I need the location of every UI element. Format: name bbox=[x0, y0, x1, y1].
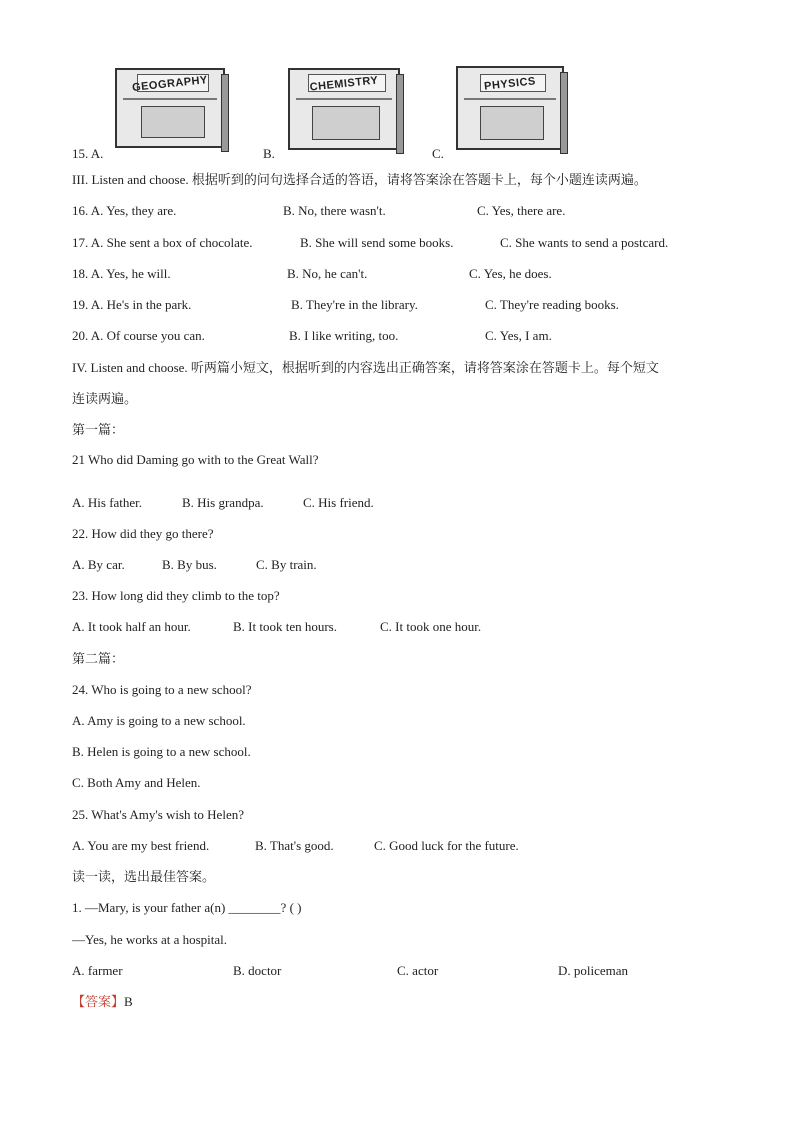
book-spine bbox=[396, 74, 404, 154]
q24-option-b: B. Helen is going to a new school. bbox=[72, 744, 251, 759]
answer-label: 【答案】 bbox=[72, 994, 125, 1009]
geography-book-title: GEOGRAPHY bbox=[131, 74, 209, 94]
q21-option-a: A. His father. bbox=[72, 495, 143, 510]
q15-option-b-label: B. bbox=[263, 146, 275, 161]
reading-heading: 读一读，选出最佳答案。 bbox=[72, 869, 216, 884]
q22-question: 22. How did they go there? bbox=[72, 526, 214, 541]
q23-option-b: B. It took ten hours. bbox=[233, 619, 337, 634]
q25-option-c: C. Good luck for the future. bbox=[374, 838, 519, 853]
part1-label: 第一篇： bbox=[72, 422, 125, 437]
q21-option-b: B. His grandpa. bbox=[182, 495, 264, 510]
q23-option-c: C. It took one hour. bbox=[380, 619, 482, 634]
q21-option-c: C. His friend. bbox=[303, 495, 374, 510]
q22-option-a: A. By car. bbox=[72, 557, 125, 572]
reading-q1-reply: —Yes, he works at a hospital. bbox=[72, 932, 228, 947]
book-cover-picture bbox=[480, 106, 544, 140]
physics-book-image bbox=[456, 66, 564, 150]
book-strip bbox=[464, 98, 556, 100]
q16-option-a: 16. A. Yes, they are. bbox=[72, 203, 177, 218]
q15-option-c-label: C. bbox=[432, 146, 444, 161]
book-strip bbox=[123, 98, 217, 100]
q18-option-b: B. No, he can't. bbox=[287, 266, 368, 281]
part2-label: 第二篇： bbox=[72, 651, 125, 666]
q24-option-c: C. Both Amy and Helen. bbox=[72, 775, 201, 790]
q19-option-b: B. They're in the library. bbox=[291, 297, 418, 312]
q22-option-b: B. By bus. bbox=[162, 557, 217, 572]
book-strip bbox=[296, 98, 392, 100]
q17-option-c: C. She wants to send a postcard. bbox=[500, 235, 669, 250]
book-cover-picture bbox=[312, 106, 380, 140]
q23-option-a: A. It took half an hour. bbox=[72, 619, 191, 634]
reading-q1-option-b: B. doctor bbox=[233, 963, 282, 978]
q16-option-c: C. Yes, there are. bbox=[477, 203, 566, 218]
q24-option-a: A. Amy is going to a new school. bbox=[72, 713, 246, 728]
section3-heading: III. Listen and choose. 根据听到的问句选择合适的答语，请将答案涂在答题卡上，每个小题连读两遍。 bbox=[72, 172, 647, 187]
q19-option-a: 19. A. He's in the park. bbox=[72, 297, 192, 312]
book-cover-picture bbox=[141, 106, 205, 138]
q20-option-b: B. I like writing, too. bbox=[289, 328, 399, 343]
reading-q1-option-c: C. actor bbox=[397, 963, 439, 978]
q21-question: 21 Who did Daming go with to the Great Wall? bbox=[72, 452, 319, 467]
q18-option-a: 18. A. Yes, he will. bbox=[72, 266, 171, 281]
answer-value: B bbox=[124, 994, 133, 1009]
reading-q1-option-d: D. policeman bbox=[558, 963, 629, 978]
section4-heading-line1: IV. Listen and choose. 听两篇小短文，根据听到的内容选出正确答案，请将答案涂在答题卡上。每个短文 bbox=[72, 360, 659, 375]
section4-heading-line2: 连读两遍。 bbox=[72, 391, 138, 406]
q25-option-a: A. You are my best friend. bbox=[72, 838, 210, 853]
q17-option-b: B. She will send some books. bbox=[300, 235, 454, 250]
q15-option-a-label: 15. A. bbox=[72, 146, 104, 161]
answer-line bbox=[72, 994, 133, 1010]
q16-option-b: B. No, there wasn't. bbox=[283, 203, 386, 218]
reading-q1-option-a: A. farmer bbox=[72, 963, 123, 978]
q23-question: 23. How long did they climb to the top? bbox=[72, 588, 280, 603]
q20-option-c: C. Yes, I am. bbox=[485, 328, 552, 343]
reading-q1-question: 1. —Mary, is your father a(n) ________? ( ) bbox=[72, 900, 302, 915]
q18-option-c: C. Yes, he does. bbox=[469, 266, 552, 281]
book-spine bbox=[221, 74, 229, 152]
book-spine bbox=[560, 72, 568, 154]
q20-option-a: 20. A. Of course you can. bbox=[72, 328, 205, 343]
q17-option-a: 17. A. She sent a box of chocolate. bbox=[72, 235, 253, 250]
q19-option-c: C. They're reading books. bbox=[485, 297, 619, 312]
q22-option-c: C. By train. bbox=[256, 557, 317, 572]
chemistry-book-image bbox=[288, 68, 400, 150]
physics-book-title: PHYSICS bbox=[483, 75, 537, 93]
q25-option-b: B. That's good. bbox=[255, 838, 334, 853]
q24-question: 24. Who is going to a new school? bbox=[72, 682, 252, 697]
chemistry-book-title: CHEMISTRY bbox=[309, 74, 379, 94]
q25-question: 25. What's Amy's wish to Helen? bbox=[72, 807, 244, 822]
geography-book-image bbox=[115, 68, 225, 148]
